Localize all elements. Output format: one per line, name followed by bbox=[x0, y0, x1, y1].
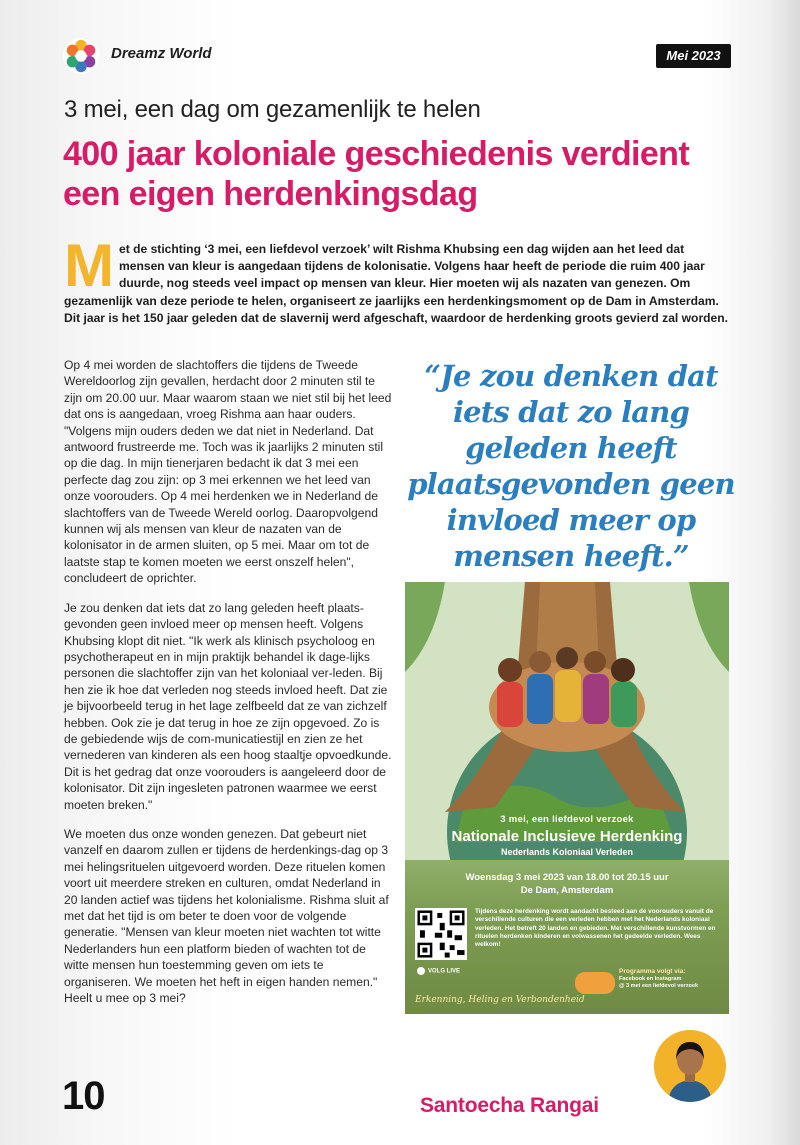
dreamz-world-logo bbox=[62, 37, 100, 75]
article-headline: 400 jaar koloniale geschiedenis verdient een eigen herdenkingsdag bbox=[63, 135, 690, 213]
brand-name: Dreamz World bbox=[111, 45, 212, 62]
poster-tagline: 3 mei, een liefdevol verzoek bbox=[500, 814, 634, 825]
poster-subtitle: Nederlands Koloniaal Verleden bbox=[500, 847, 634, 857]
author-avatar bbox=[654, 1030, 726, 1102]
poster-footer: Erkenning, Heling en Verbondenheid bbox=[415, 995, 585, 1005]
poster-live-label: VOLG LIVE bbox=[428, 968, 461, 975]
issue-badge: Mei 2023 bbox=[656, 44, 731, 68]
poster-program-title: Programma volgt via: bbox=[619, 968, 686, 975]
qr-code-icon bbox=[415, 908, 467, 960]
author-name: Santoecha Rangai bbox=[420, 1094, 599, 1117]
article-body bbox=[64, 357, 394, 1019]
page-number: 10 bbox=[62, 1074, 105, 1118]
poster-program-line1: Facebook en Instagram bbox=[619, 976, 682, 982]
chat-bubble-icon bbox=[575, 972, 615, 994]
poster-title: Nationale Inclusieve Herdenking bbox=[451, 828, 683, 845]
article-subtitle: 3 mei, een dag om gezamenlijk te helen bbox=[64, 96, 481, 123]
live-icon bbox=[417, 967, 425, 975]
poster-description: Tijdens deze herdenking wordt aandacht besteed aan de voorouders vanuit de verschillende culturen die een verleden hebben met het Nederlands koloniaal verleden. Het betreft 20 landen en gebieden. Met verschillende kunstvormen en rituelen herdenken kinderen en volwassenen het gedeelde verleden. Wees welkom! bbox=[475, 908, 716, 949]
pull-quote: “Je zou denken dat iets dat zo lang geleden heeft plaatsgevonden geen invloed meer op mensen heeft.” bbox=[407, 359, 735, 573]
body-paragraph: Je zou denken dat iets dat zo lang geleden heeft plaats-gevonden geen invloed meer op mensen heeft. Volgens Khubsing klopt dit niet. "Ik werk als klinisch psycholoog en psychotherapeut en in mijn praktijk behandel ik dage-lijks personen die slachtoffer zijn van het koloniaal ver-leden. Bij hen zie ik hoe dat verleden nog steeds invloed heeft. Dat zie je bijvoorbeeld terug in het lage zelfbeeld dat ze van zichzelf hebben. Ook zie je dat terug in hoe ze zijn opgevoed. Zo is de gebiedende wijs de com-municatiestijl en zien ze het vernederen van kinderen als een hoog staaltje opvoedkunde. Dit is het gedrag dat onze voorouders is aangeleerd door de kolonisator. Dit zijn ingesleten patronen waarmee we eerst moeten breken." bbox=[64, 600, 392, 812]
poster-date: Woensdag 3 mei 2023 van 18.00 tot 20.15 uur bbox=[465, 872, 669, 883]
poster-location: De Dam, Amsterdam bbox=[520, 885, 614, 896]
poster-live bbox=[417, 967, 460, 975]
drop-cap: M bbox=[64, 232, 114, 299]
event-poster bbox=[405, 582, 729, 1014]
poster-program-line2: @ 3 mei een liefdevol verzoek bbox=[619, 983, 699, 989]
intro-text: et de stichting ‘3 mei, een liefdevol verzoek’ wilt Rishma Khubsing een dag wijden aan het leed dat mensen van kleur is aangedaan tijdens de kolonisatie. Volgens haar heeft de periode die ruim 400 jaar duurde, nog steeds veel impact op mensen van kleur. Hier moeten wij als nazaten van genezen. Om gezamenlijk van deze periode te helen, organiseert ze jaarlijks een herdenkingsmoment op de Dam in Amsterdam. Dit jaar is het 150 jaar geleden dat de slavernij werd afgeschaft, waardoor de herdenking groots gevierd zal worden. bbox=[64, 242, 729, 325]
body-paragraph: Op 4 mei worden de slachtoffers die tijdens de Tweede Wereldoorlog zijn gevallen, herdacht door 2 minuten stil te zijn om 20.00 uur. Maar waarom staan we niet stil bij het leed dat ons is aangedaan, vroeg Rishma aan haar ouders. "Volgens mijn ouders deden we dat niet in Nederland. Dat antwoord frustreerde me. Toch was ik jaarlijks 2 minuten stil op die dag. In mijn tienerjaren bedacht ik dat 3 mei een perfecte dag zou zijn: op 3 mei erkennen we het leed van onze voorouders. Op 4 mei herdenken we in Nederland de slachtoffers van de Tweede Wereld oorlog. Daaropvolgend kunnen wij als mensen van kleur de nazaten van de kolonisator in de armen sluiten, op 5 mei. Maar om tot de laatste stap te komen moeten we eerst onszelf helen", concludeert de oprichter. bbox=[64, 358, 392, 586]
body-paragraph: We moeten dus onze wonden genezen. Dat gebeurt niet vanzelf en daarom zullen er tijdens de herdenkings-dag op 3 mei helingsrituelen uitgevoerd worden. Deze rituelen komen voort uit meerdere streken en culturen, omdat Nederland in 20 landen actief was tijdens het kolonialisme. Rishma sluit af met dat het tijd is om beter te doen voor de volgende generatie. "Mensen van kleur moeten niet wachten tot witte Nederlanders hun een platform bieden of wachten tot de witte mensen hun toestemming geven om iets te organiseren. We moeten het heft in eigen handen nemen." Heelt u mee op 3 mei? bbox=[64, 826, 389, 1006]
article-intro bbox=[64, 232, 730, 327]
